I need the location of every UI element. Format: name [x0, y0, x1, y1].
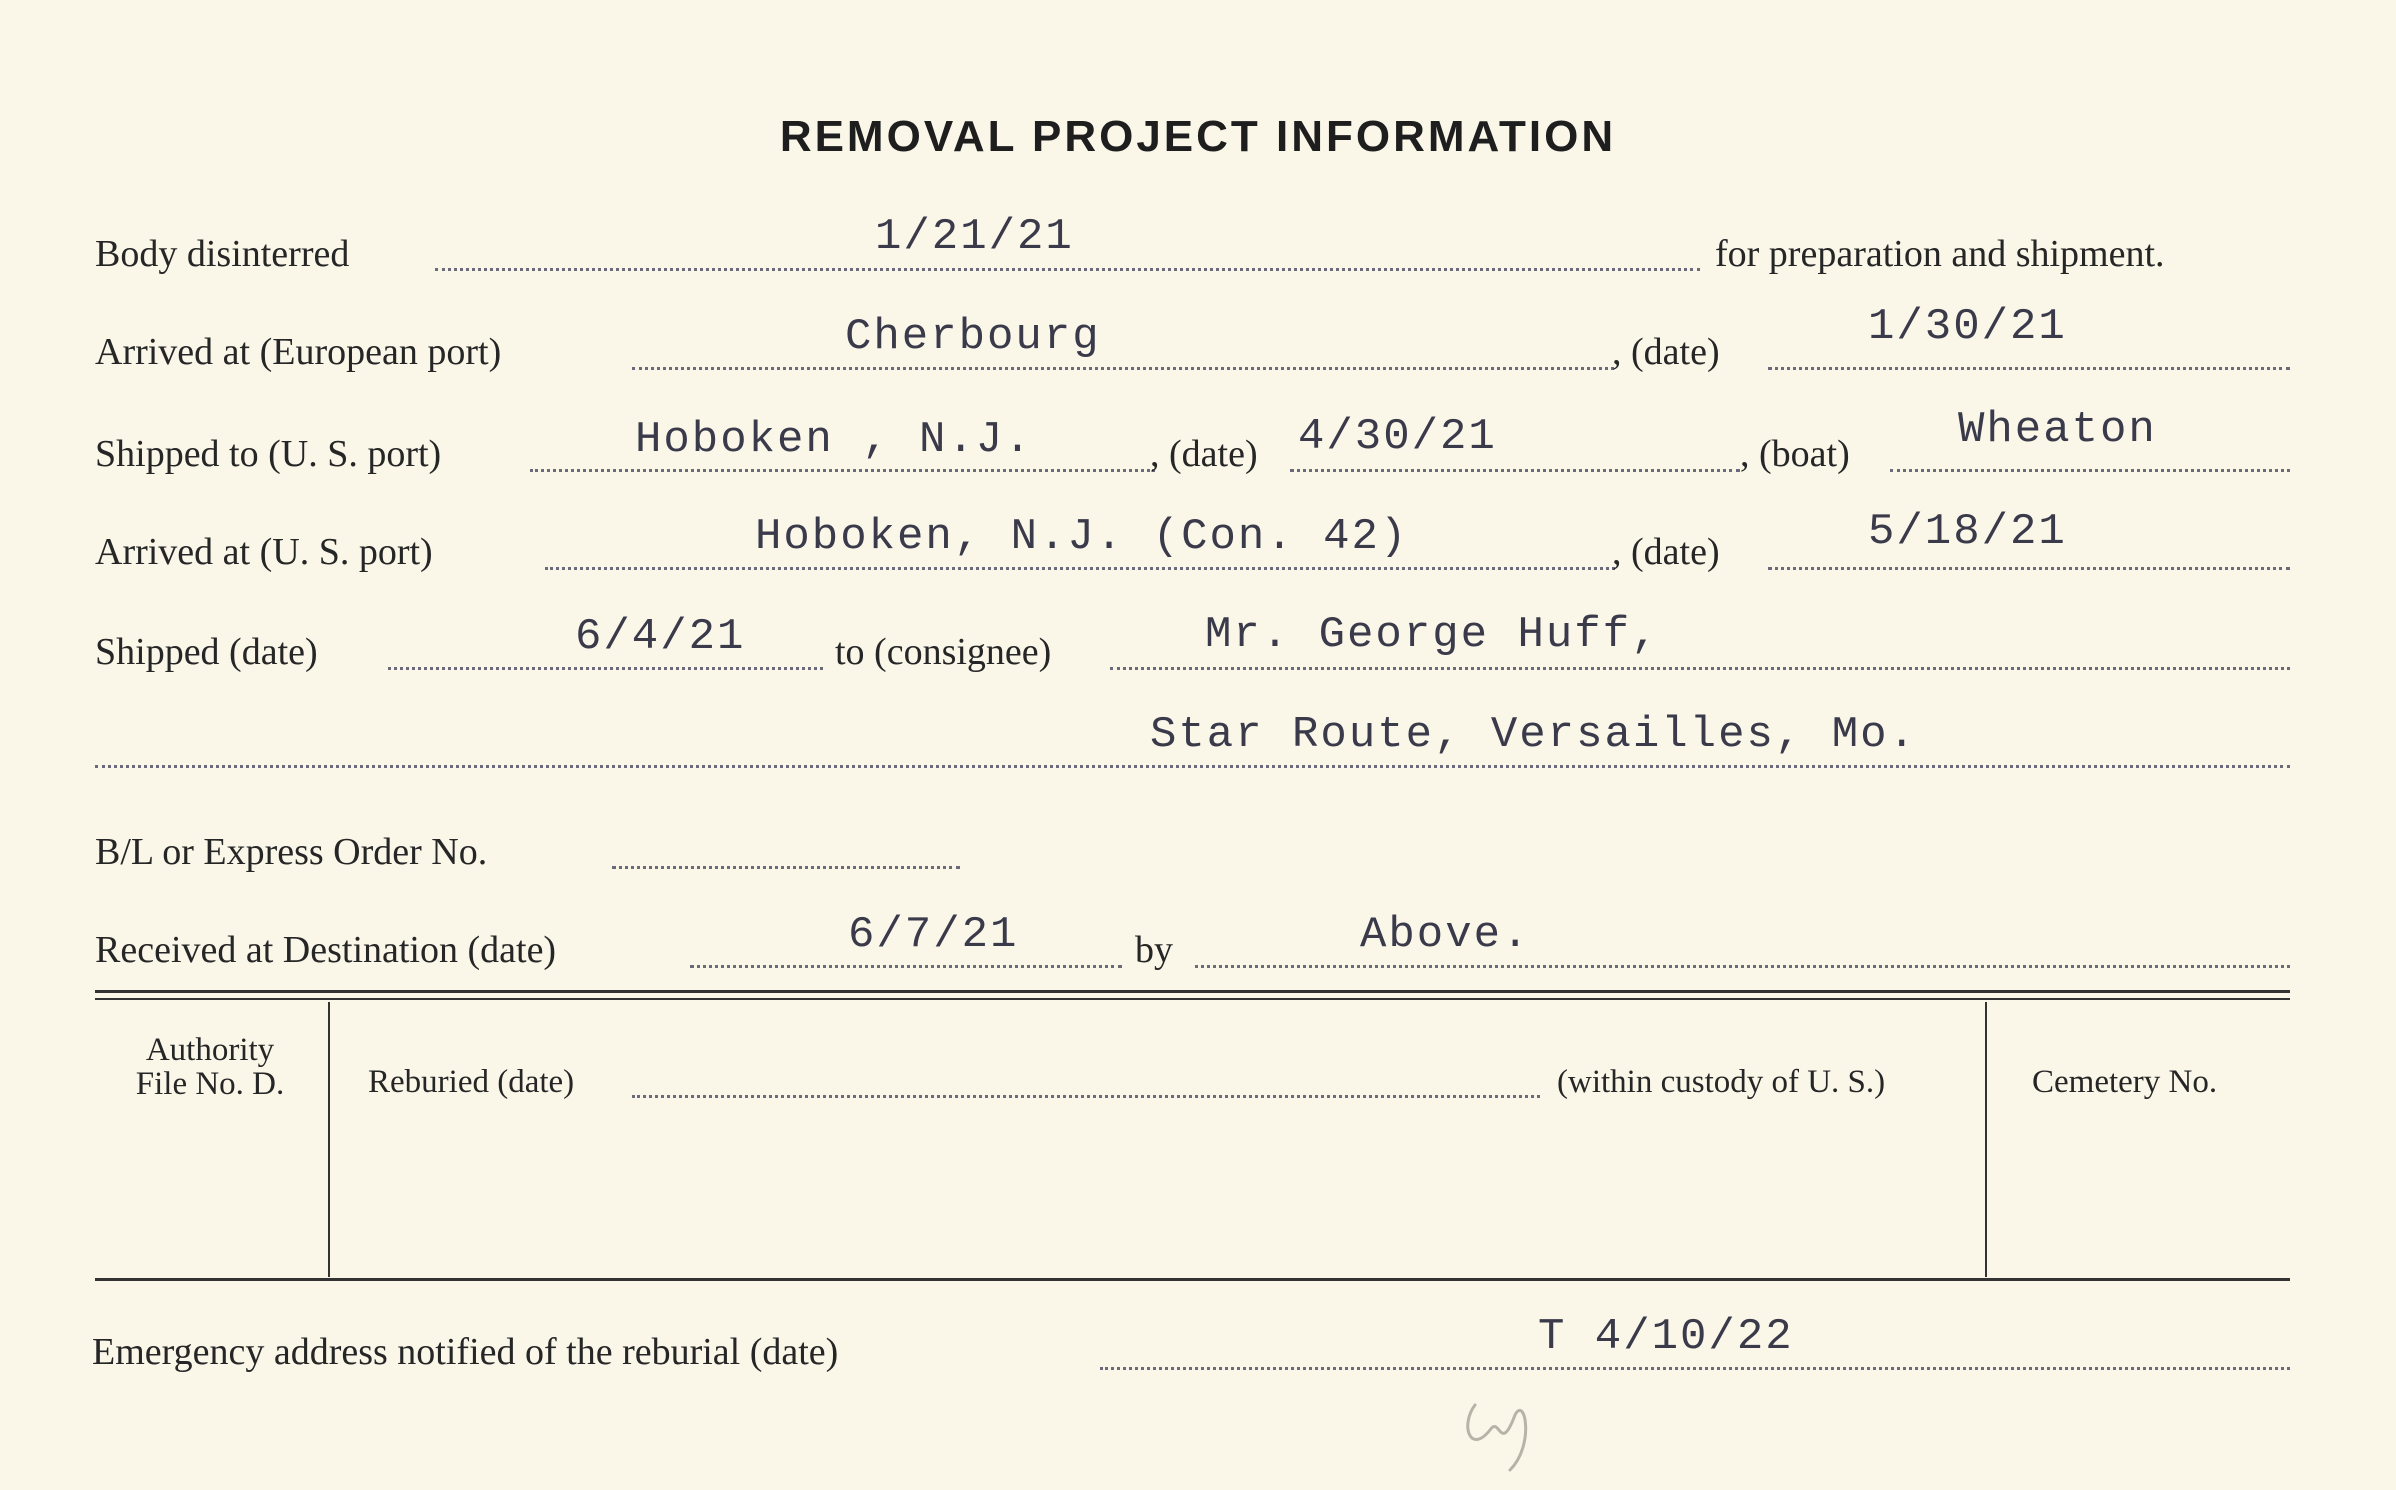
bl-label: B/L or Express Order No. — [95, 831, 488, 873]
consignee-line — [1110, 667, 2290, 670]
authority-label-2: File No. D. — [135, 1066, 285, 1102]
box-bottom-rule — [95, 1278, 2290, 1281]
cemetery-label: Cemetery No. — [2032, 1064, 2218, 1100]
bl-line — [612, 866, 960, 869]
consignee-value: Mr. George Huff, — [1205, 610, 1660, 660]
arrived-us-date: 5/18/21 — [1868, 507, 2067, 557]
shipped-us-value: Hoboken , N.J. — [635, 415, 1033, 465]
received-line — [690, 965, 1122, 968]
arrived-us-date-line — [1768, 567, 2290, 570]
custody-label: (within custody of U. S.) — [1557, 1064, 1886, 1100]
euro-port-value: Cherbourg — [845, 312, 1101, 362]
shipped-us-date-label: , (date) — [1150, 433, 1258, 475]
received-by-label: by — [1135, 929, 1173, 971]
shipped-date-label: Shipped (date) — [95, 631, 318, 673]
disinterred-value: 1/21/21 — [875, 212, 1074, 262]
shipped-us-boat: Wheaton — [1958, 405, 2157, 455]
shipped-us-date: 4/30/21 — [1298, 412, 1497, 462]
arrived-us-line — [545, 567, 1615, 570]
received-by-line — [1195, 965, 2290, 968]
disinterred-label: Body disinterred — [95, 233, 350, 275]
double-rule-bottom — [95, 998, 2290, 1000]
box-divider-right — [1985, 1002, 1987, 1277]
shipped-us-boat-line — [1890, 469, 2290, 472]
disinterred-line — [435, 268, 1700, 271]
card-title: REMOVAL PROJECT INFORMATION — [779, 112, 1617, 161]
shipped-us-boat-label: , (boat) — [1740, 433, 1850, 475]
emergency-line — [1100, 1367, 2290, 1370]
shipped-us-line — [530, 469, 1155, 472]
euro-port-date: 1/30/21 — [1868, 302, 2067, 352]
shipped-us-date-line — [1290, 469, 1740, 472]
shipped-us-label: Shipped to (U. S. port) — [95, 433, 442, 475]
arrived-us-label: Arrived at (U. S. port) — [95, 531, 433, 573]
disinterred-suffix: for preparation and shipment. — [1715, 233, 2165, 275]
euro-port-date-line — [1768, 367, 2290, 370]
arrived-us-value: Hoboken, N.J. (Con. 42) — [755, 512, 1409, 562]
euro-port-label: Arrived at (European port) — [95, 331, 502, 373]
emergency-value: T 4/10/22 — [1538, 1312, 1794, 1362]
received-label: Received at Destination (date) — [95, 929, 557, 971]
euro-port-line — [632, 367, 1614, 370]
reburied-line — [632, 1095, 1540, 1098]
received-by-value: Above. — [1360, 910, 1531, 960]
received-value: 6/7/21 — [848, 910, 1019, 960]
consignee-address: Star Route, Versailles, Mo. — [1150, 710, 1917, 760]
shipped-date-line — [388, 667, 823, 670]
consignee-label: to (consignee) — [835, 631, 1052, 673]
consignee-line-2 — [95, 765, 2290, 768]
double-rule-top — [95, 990, 2290, 993]
box-divider-left — [328, 1002, 330, 1277]
euro-port-date-label: , (date) — [1612, 331, 1720, 373]
shipped-date-value: 6/4/21 — [575, 612, 746, 662]
arrived-us-date-label: , (date) — [1612, 531, 1720, 573]
pencil-mark-icon — [1455, 1385, 1555, 1475]
reburied-label: Reburied (date) — [368, 1064, 575, 1100]
emergency-label: Emergency address notified of the reburial (date) — [92, 1331, 839, 1373]
authority-label-1: Authority — [145, 1032, 275, 1068]
